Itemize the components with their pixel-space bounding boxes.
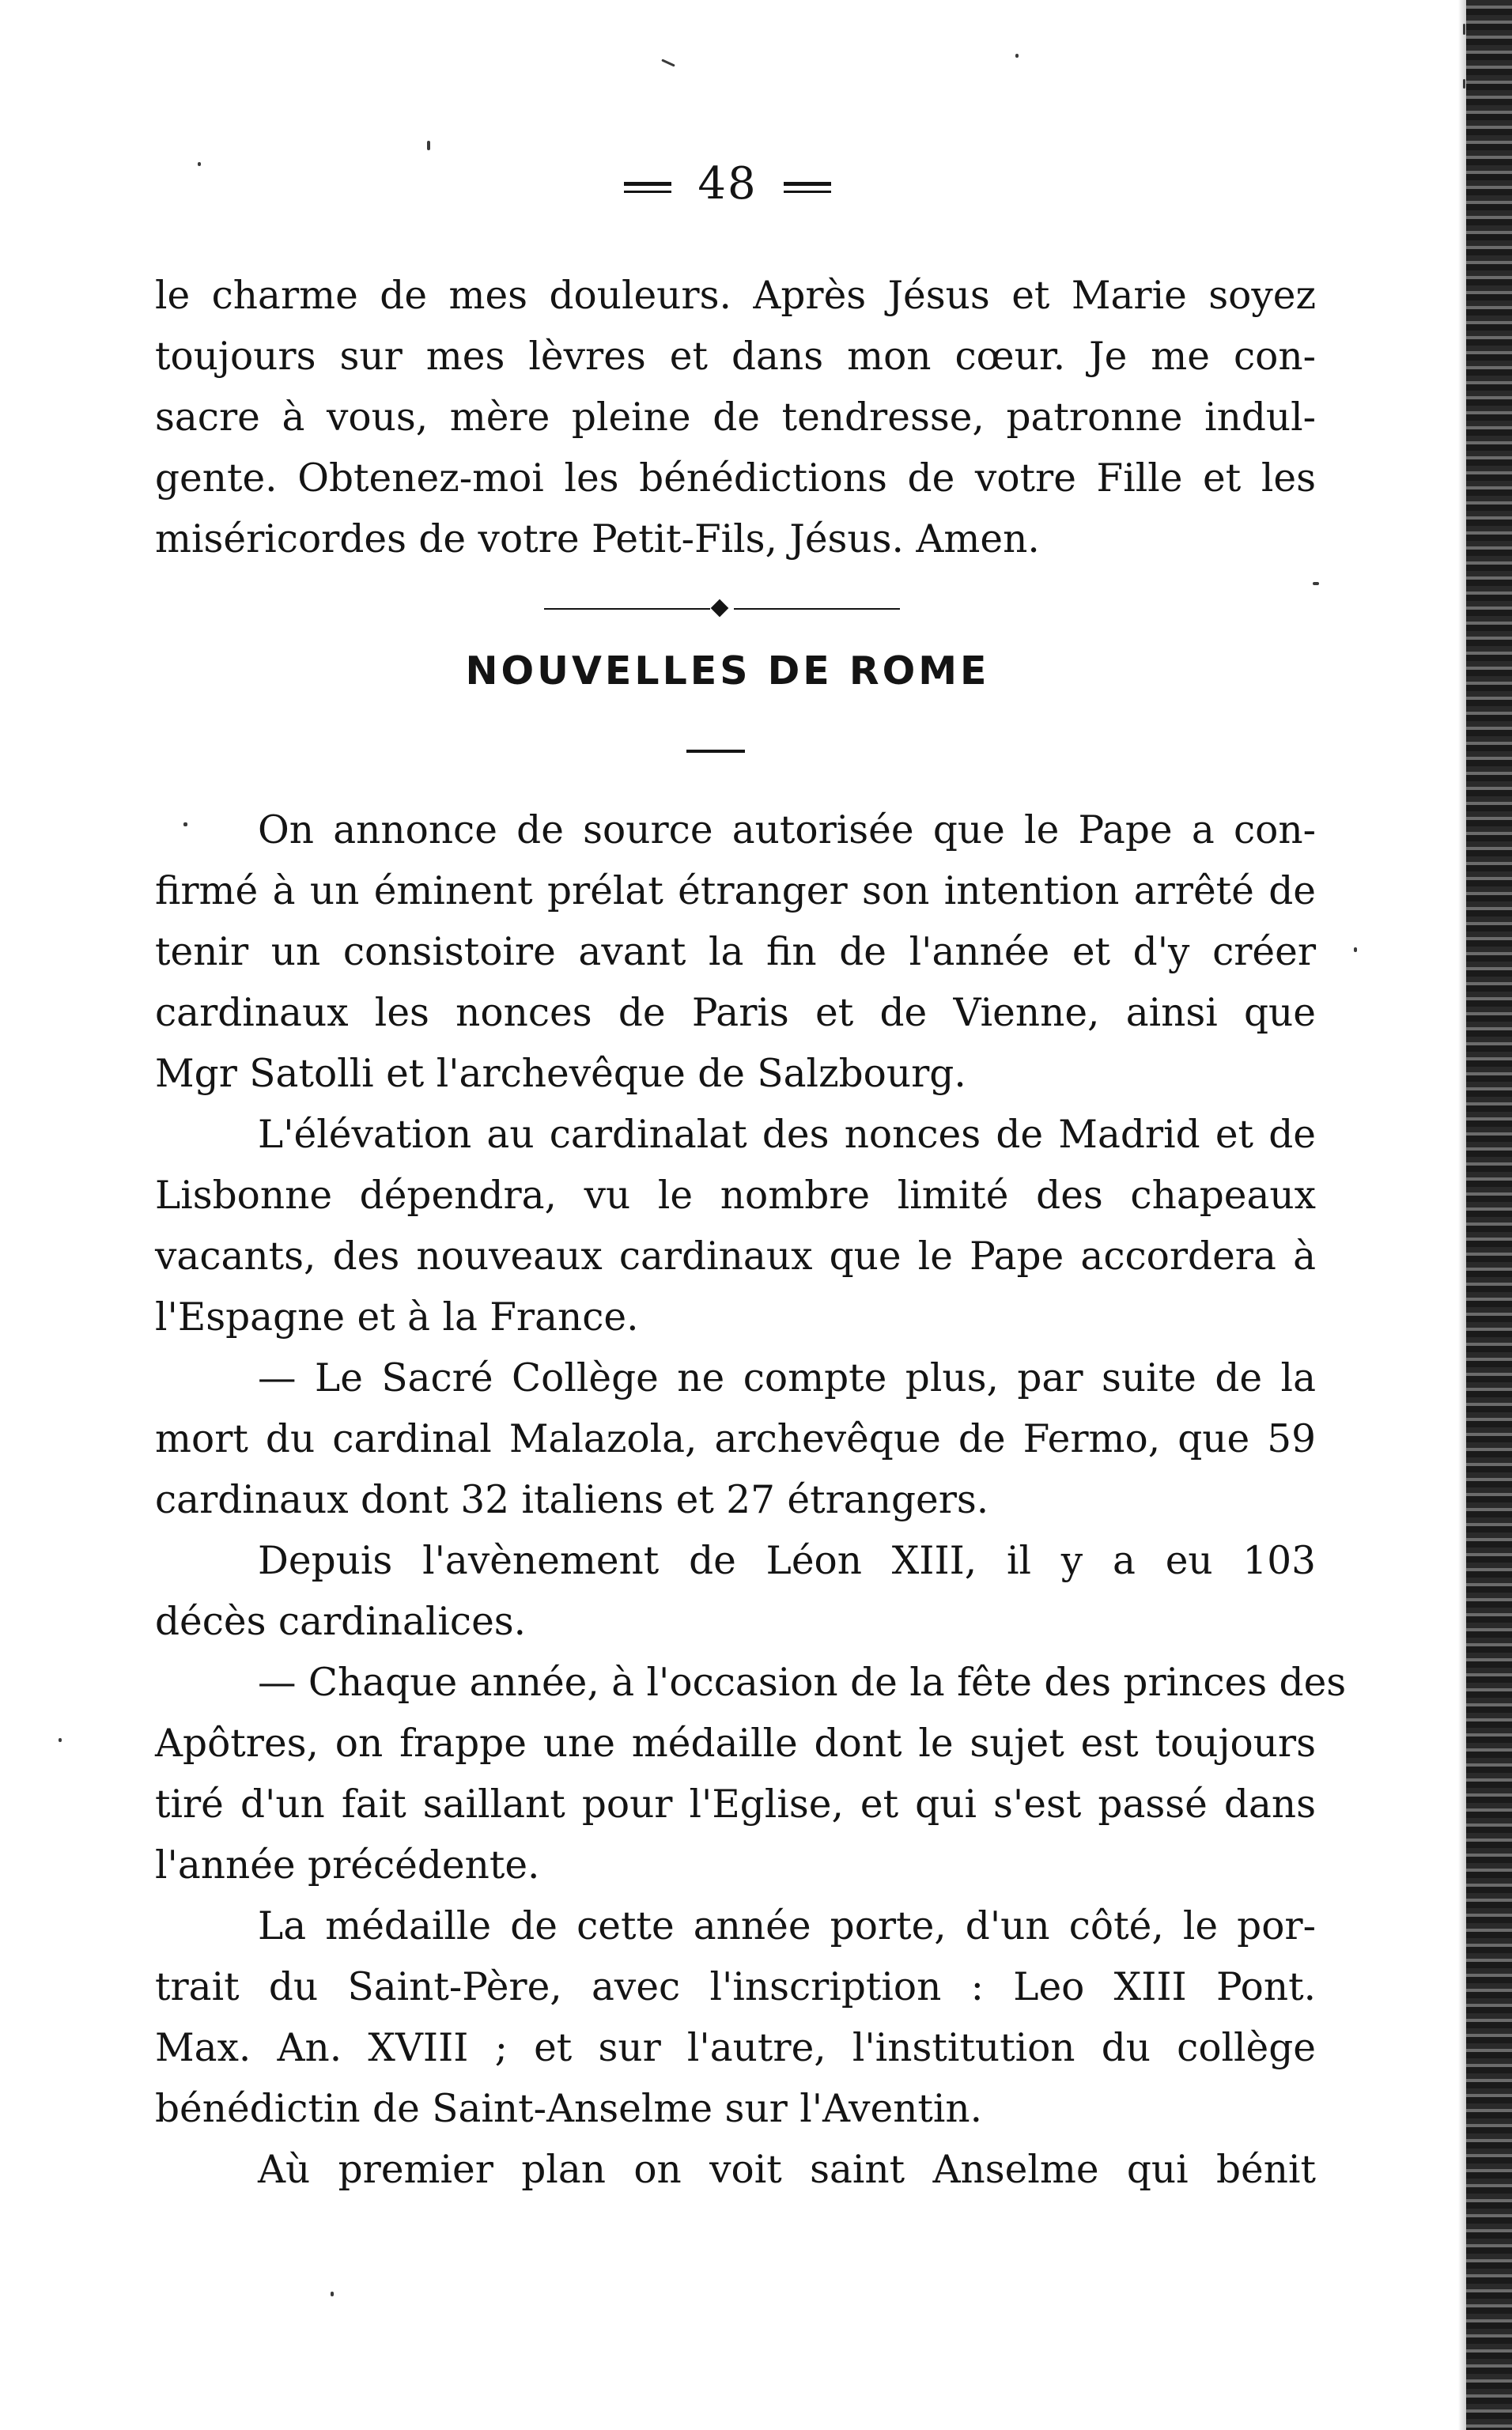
text-line: cardinaux les nonces de Paris et de Vienne, ainsi que <box>155 991 1316 1035</box>
news-paragraph-6 <box>155 1896 1316 2140</box>
text-line: trait du Saint-Père, avec l'inscription : Leo XIII Pont. <box>155 1965 1316 2009</box>
print-speck <box>59 1738 62 1742</box>
text-line: toujours sur mes lèvres et dans mon cœur. Je me con- <box>155 334 1316 379</box>
page-edge-shadow <box>1458 0 1466 2430</box>
heading-underline <box>686 750 745 753</box>
print-speck <box>198 162 201 166</box>
text-line: tiré d'un fait saillant pour l'Eglise, et qui s'est passé dans <box>155 1782 1316 1827</box>
ornament-rule-left <box>544 608 710 610</box>
text-line: cardinaux dont 32 italiens et 27 étrangers. <box>155 1478 989 1522</box>
text-line: sacre à vous, mère pleine de tendresse, patronne indul- <box>155 395 1316 440</box>
text-line: l'année précédente. <box>155 1843 540 1888</box>
section-heading: NOUVELLES DE ROME <box>465 648 990 693</box>
text-line: firmé à un éminent prélat étranger son intention arrêté de <box>155 869 1316 913</box>
news-paragraph-4 <box>155 1531 1316 1653</box>
news-paragraph-2 <box>155 1105 1316 1348</box>
text-line: gente. Obtenez-moi les bénédictions de votre Fille et les <box>155 456 1316 501</box>
text-line: mort du cardinal Malazola, archevêque de Fermo, que 59 <box>155 1417 1316 1461</box>
text-line: Lisbonne dépendra, vu le nombre limité des chapeaux <box>155 1173 1316 1218</box>
print-speck <box>1463 24 1465 35</box>
text-line: vacants, des nouveaux cardinaux que le Pape accordera à <box>155 1234 1316 1279</box>
text-line: miséricordes de votre Petit-Fils, Jésus. Amen. <box>155 517 1040 561</box>
intro-paragraph <box>155 266 1316 570</box>
text-line: On annonce de source autorisée que le Pape a con- <box>258 808 1316 852</box>
news-paragraph-7 <box>155 2140 1316 2201</box>
text-line: Depuis l'avènement de Léon XIII, il y a eu 103 <box>258 1539 1316 1583</box>
news-paragraph-3 <box>155 1348 1316 1531</box>
ornament-diamond <box>711 599 729 618</box>
page-number: 48 <box>697 158 758 210</box>
print-speck <box>661 59 675 66</box>
print-speck <box>1463 79 1465 89</box>
text-line: L'élévation au cardinalat des nonces de Madrid et de <box>258 1113 1316 1157</box>
ornament-rule-right <box>734 608 900 610</box>
header-dash-left <box>624 182 671 193</box>
text-line: Apôtres, on frappe une médaille dont le sujet est toujours <box>155 1721 1316 1766</box>
text-line: — Chaque année, à l'occasion de la fête des princes des <box>258 1661 1347 1705</box>
text-line: décès cardinalices. <box>155 1600 527 1644</box>
text-line: tenir un consistoire avant la fin de l'année et d'y créer <box>155 930 1316 974</box>
news-paragraph-5 <box>155 1653 1347 1896</box>
print-speck <box>1354 947 1357 952</box>
print-speck <box>331 2292 334 2296</box>
text-line: La médaille de cette année porte, d'un côté, le por- <box>258 1904 1316 1948</box>
text-line: Mgr Satolli et l'archevêque de Salzbourg. <box>155 1052 966 1096</box>
print-speck <box>427 141 430 150</box>
text-line: — Le Sacré Collège ne compte plus, par suite de la <box>258 1356 1316 1400</box>
header-dash-right <box>784 182 831 193</box>
print-speck <box>1015 54 1019 58</box>
print-speck <box>1313 582 1319 585</box>
text-line: bénédictin de Saint-Anselme sur l'Aventin. <box>155 2087 983 2131</box>
text-line: le charme de mes douleurs. Après Jésus et Marie soyez <box>155 274 1316 318</box>
news-paragraph-1 <box>155 800 1316 1105</box>
text-line: l'Espagne et à la France. <box>155 1295 639 1340</box>
text-line: Aù premier plan on voit saint Anselme qui bénit <box>258 2148 1316 2192</box>
page-header <box>0 158 1455 210</box>
book-spine-edge <box>1466 0 1512 2430</box>
text-line: Max. An. XVIII ; et sur l'autre, l'institution du collège <box>155 2026 1316 2070</box>
section-ornament <box>544 601 900 617</box>
print-speck <box>183 822 187 826</box>
